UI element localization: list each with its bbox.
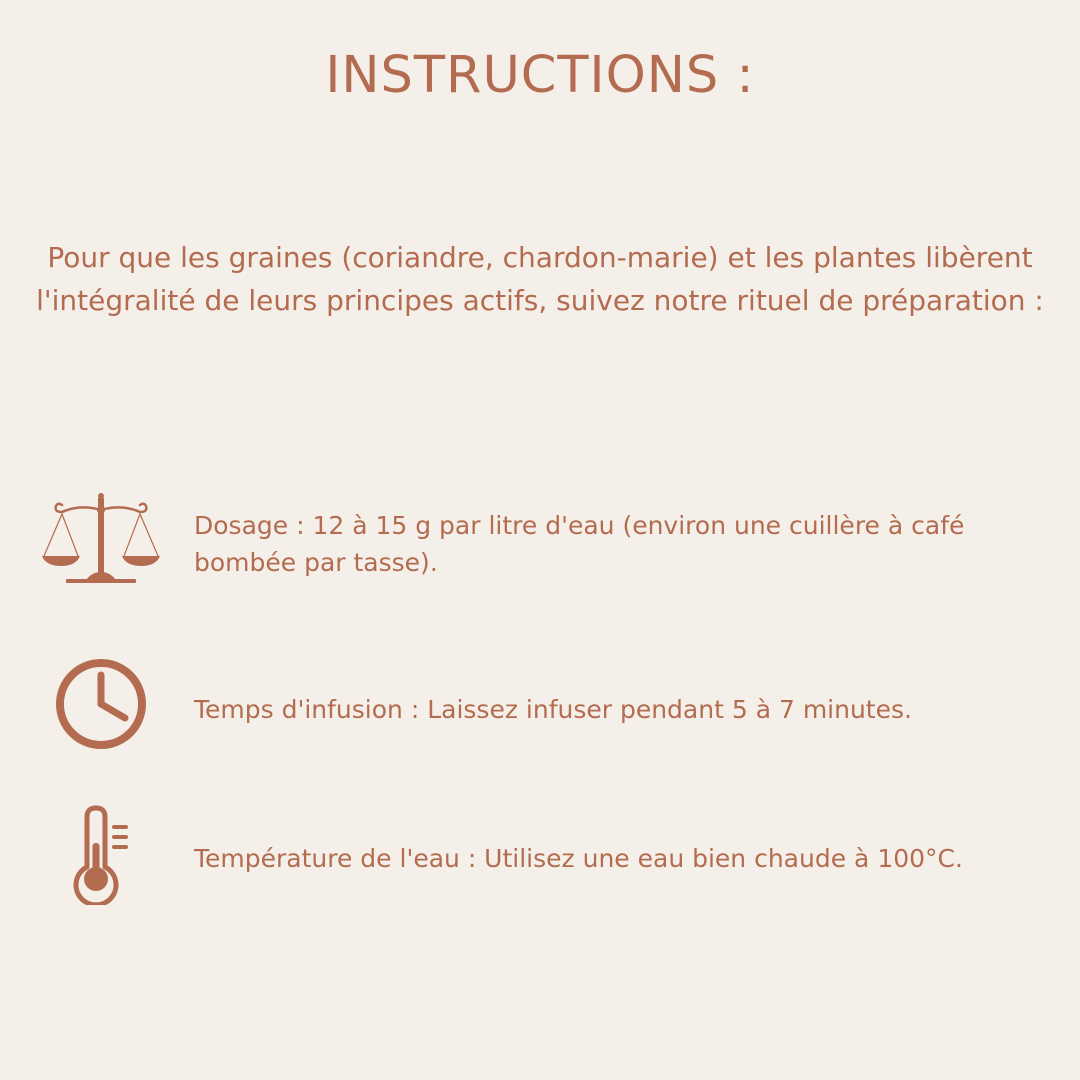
intro-paragraph: Pour que les graines (coriandre, chardon-marie) et les plantes libèrent l'intégralité de leurs principes actifs, suivez notre rituel de préparation : [36,241,1044,317]
step-infusion-text: Temps d'infusion : Laissez infuser pendant 5 à 7 minutes. [194,695,912,724]
thermometer-icon [40,805,165,905]
clock-icon [40,655,165,755]
step-temperature-text: Température de l'eau : Utilisez une eau bien chaude à 100°C. [194,844,963,873]
scale-icon [40,490,165,590]
page-title: INSTRUCTIONS : [325,46,755,105]
step-dosage-text: Dosage : 12 à 15 g par litre d'eau (environ une cuillère à café bombée par tasse). [194,511,965,577]
